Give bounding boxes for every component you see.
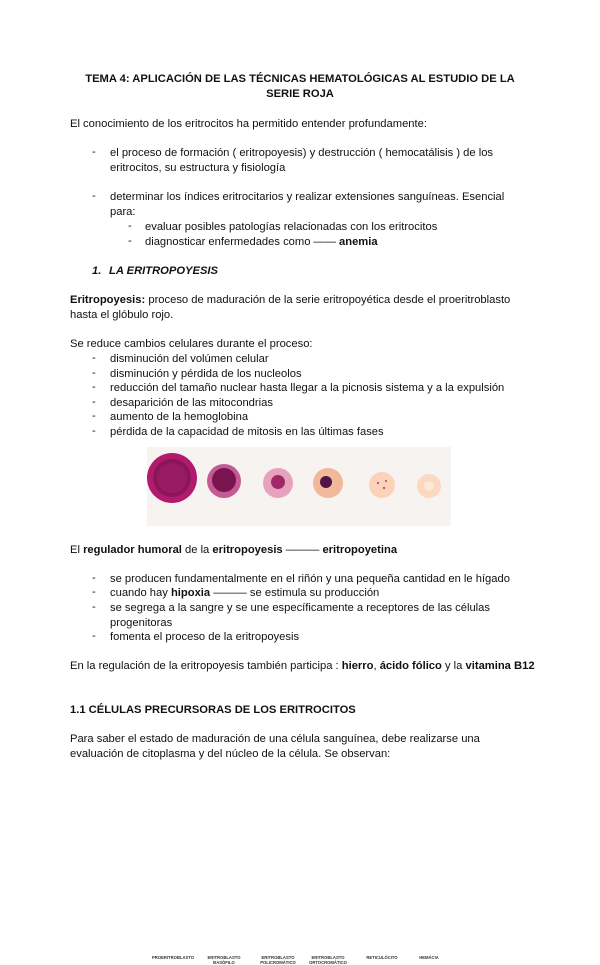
text-run: ———	[282, 544, 323, 556]
sub-bullet-diagnose	[145, 235, 525, 250]
bullet-dash: -	[92, 190, 96, 202]
list-dash: -	[92, 367, 96, 379]
definition-term: Eritropoyesis:	[70, 294, 146, 306]
figure-label: ERITROBLASTO POLICROMÁTICO	[260, 955, 296, 965]
bullet-indices: determinar los índices eritrocitarios y realizar extensiones sanguíneas. Esencial para:	[110, 191, 505, 218]
sub-bullet-dash: -	[128, 235, 132, 247]
list-item: aumento de la hemoglobina	[110, 411, 249, 423]
text-run: ,	[373, 660, 380, 672]
text-run: cuando hay	[110, 587, 171, 599]
list-item: pérdida de la capacidad de mitosis en las últimas fases	[110, 426, 384, 438]
erythropoietin-term: eritropoyetina	[322, 544, 398, 556]
text-run: y la	[441, 660, 466, 672]
section-number: 1.	[92, 265, 102, 277]
vitamin-b12-term: vitamina B12	[465, 660, 535, 672]
definition-text: proceso de maduración de la serie eritropoyética desde el proeritroblasto hasta el glóbulo rojo.	[70, 294, 511, 321]
section-title: LA ERITROPOYESIS	[109, 265, 218, 277]
subsection-title: 1.1 CÉLULAS PRECURSORAS DE LOS ERITROCITOS	[70, 704, 356, 716]
list-dash: -	[92, 396, 96, 408]
figure-label: PROERITROBLASTO	[152, 955, 195, 960]
reg-bullet: fomenta el proceso de la eritropoyesis	[110, 631, 300, 643]
regulator-paragraph	[70, 543, 540, 558]
intro-text: El conocimiento de los eritrocitos ha permitido entender profundamente:	[70, 118, 427, 130]
text-run: de la	[181, 544, 213, 556]
page-title: TEMA 4: APLICACIÓN DE LAS TÉCNICAS HEMATOLÓGICAS AL ESTUDIO DE LA SERIE ROJA	[85, 73, 515, 100]
list-dash: -	[92, 381, 96, 393]
figure-label: HEMÁCIA	[419, 955, 439, 960]
reduce-intro: Se reduce cambios celulares durante el proceso:	[70, 338, 313, 350]
reg-bullet	[110, 586, 530, 601]
bullet-dash: -	[92, 146, 96, 158]
sub-bullet-diagnose-text: diagnosticar enfermedades como ——	[145, 236, 336, 248]
list-item: reducción del tamaño nuclear hasta llegar a la picnosis sistema y a la expulsión	[110, 382, 505, 394]
list-dash: -	[92, 352, 96, 364]
figure-label: RETICULÓCITO	[366, 955, 398, 960]
erythropoiesis-term: eritropoyesis	[212, 544, 283, 556]
list-dash: -	[92, 586, 96, 598]
figure-label: ERITROBLASTO ORTOCROMÁTICO	[309, 955, 347, 965]
definition-paragraph	[70, 293, 530, 323]
bullet-process: el proceso de formación ( eritropoyesis) y destrucción ( hemocatálisis ) de los eritrocitos, su estructura y fisiología	[110, 147, 494, 174]
participate-paragraph	[70, 659, 540, 674]
list-dash: -	[92, 410, 96, 422]
reticulocyte-cell	[369, 472, 395, 498]
list-item: disminución y pérdida de los nucleolos	[110, 368, 302, 380]
list-dash: -	[92, 601, 96, 613]
text-run: El	[70, 544, 84, 556]
text-run: En la regulación de la eritropoyesis también participa :	[70, 660, 342, 672]
figure-label: ERITROBLASTO BASÓFILO	[207, 955, 241, 965]
iron-term: hierro	[341, 660, 374, 672]
reg-bullet: se producen fundamentalmente en el riñón y una pequeña cantidad en le hígado	[110, 573, 510, 585]
list-dash: -	[92, 630, 96, 642]
list-item: desaparición de las mitocondrias	[110, 397, 273, 409]
sub-bullet-dash: -	[128, 220, 132, 232]
cells-illustration	[147, 447, 451, 526]
text-run: ——— se estimula su producción	[210, 587, 380, 599]
list-item: disminución del volúmen celular	[110, 353, 269, 365]
anemia-term: anemia	[339, 236, 378, 248]
folic-acid-term: ácido fólico	[379, 660, 442, 672]
sub-bullet-evaluate: evaluar posibles patologías relacionadas con los eritrocitos	[145, 221, 438, 233]
list-dash: -	[92, 572, 96, 584]
final-paragraph: Para saber el estado de maduración de una célula sanguínea, debe realizarse una evaluación de citoplasma y del núcleo de la célula. Se observan:	[70, 733, 480, 760]
hypoxia-term: hipoxia	[170, 587, 211, 599]
regulator-term: regulador humoral	[83, 544, 182, 556]
reg-bullet: se segrega a la sangre y se une específicamente a receptores de las células progenitoras	[110, 602, 490, 629]
list-dash: -	[92, 425, 96, 437]
